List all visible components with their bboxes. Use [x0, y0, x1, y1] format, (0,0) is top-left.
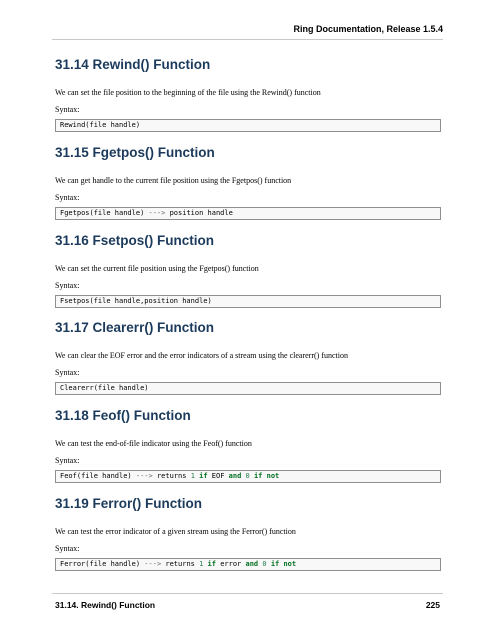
section-heading: 31.14 Rewind() Function: [55, 57, 211, 72]
code-block: [55, 558, 441, 571]
code-keyword-and: and: [245, 560, 259, 568]
code-arrow: --->: [144, 560, 162, 568]
code-keyword-if: if: [270, 560, 280, 568]
code-arrow: --->: [148, 209, 166, 217]
syntax-label: Syntax:: [55, 368, 80, 377]
code-block: [55, 382, 441, 395]
code-signature: Fsetpos(file handle,position handle): [60, 297, 212, 305]
code-keyword-if: if: [199, 472, 208, 480]
section-heading: 31.19 Ferror() Function: [55, 496, 203, 511]
page-number: 225: [425, 600, 440, 610]
syntax-label: Syntax:: [55, 456, 80, 465]
section-heading: 31.16 Fsetpos() Function: [55, 233, 215, 248]
section-description: We can clear the EOF error and the error indicators of a stream using the clearerr() function: [55, 351, 348, 360]
code-returns: returns: [156, 472, 187, 480]
code-block: [55, 119, 441, 132]
section-heading: 31.17 Clearerr() Function: [55, 320, 215, 335]
section-heading: 31.15 Fgetpos() Function: [55, 145, 215, 160]
code-signature: Feof(file handle): [60, 472, 132, 480]
code-returns: returns: [165, 560, 195, 568]
syntax-label: Syntax:: [55, 544, 80, 553]
footer-divider: [52, 593, 443, 594]
code-keyword-and: and: [228, 472, 242, 480]
code-number-zero: 0: [245, 472, 250, 480]
running-header: Ring Documentation, Release 1.5.4: [293, 24, 443, 34]
section-rewind: [55, 56, 441, 132]
code-block: [55, 295, 441, 308]
section-description: We can set the file position to the beginning of the file using the Rewind() function: [55, 88, 321, 97]
code-return: position handle: [169, 209, 233, 217]
code-signature: Fgetpos(file handle): [60, 209, 145, 217]
section-description: We can set the current file position using the Fgetpos() function: [55, 264, 259, 273]
code-condition: EOF: [211, 472, 225, 480]
code-keyword-not: not: [283, 560, 297, 568]
code-keyword-if: if: [253, 472, 263, 480]
section-clearerr: [55, 319, 441, 395]
section-feof: [55, 407, 441, 483]
code-block: [55, 207, 441, 220]
footer-section-title: 31.14. Rewind() Function: [55, 600, 156, 610]
syntax-label: Syntax:: [55, 105, 80, 114]
code-condition: error: [220, 560, 242, 568]
section-fsetpos: [55, 232, 441, 308]
section-heading: 31.18 Feof() Function: [55, 408, 191, 423]
code-signature: Clearerr(file handle): [60, 384, 149, 392]
syntax-label: Syntax:: [55, 281, 80, 290]
code-block: [55, 470, 441, 483]
code-signature: Ferror(file handle): [60, 560, 141, 568]
code-keyword-if: if: [207, 560, 216, 568]
syntax-label: Syntax:: [55, 193, 80, 202]
code-arrow: --->: [135, 472, 153, 480]
header-divider: [52, 39, 443, 40]
code-number-zero: 0: [262, 560, 267, 568]
section-ferror: [55, 495, 441, 571]
section-description: We can get handle to the current file position using the Fgetpos() function: [55, 176, 292, 185]
code-signature: Rewind(file handle): [60, 121, 141, 129]
code-keyword-not: not: [266, 472, 280, 480]
section-description: We can test the end-of-file indicator using the Feof() function: [55, 439, 252, 448]
section-description: We can test the error indicator of a given stream using the Ferror() function: [55, 527, 296, 536]
code-number-one: 1: [190, 472, 195, 480]
code-number-one: 1: [199, 560, 204, 568]
section-fgetpos: [55, 144, 441, 220]
